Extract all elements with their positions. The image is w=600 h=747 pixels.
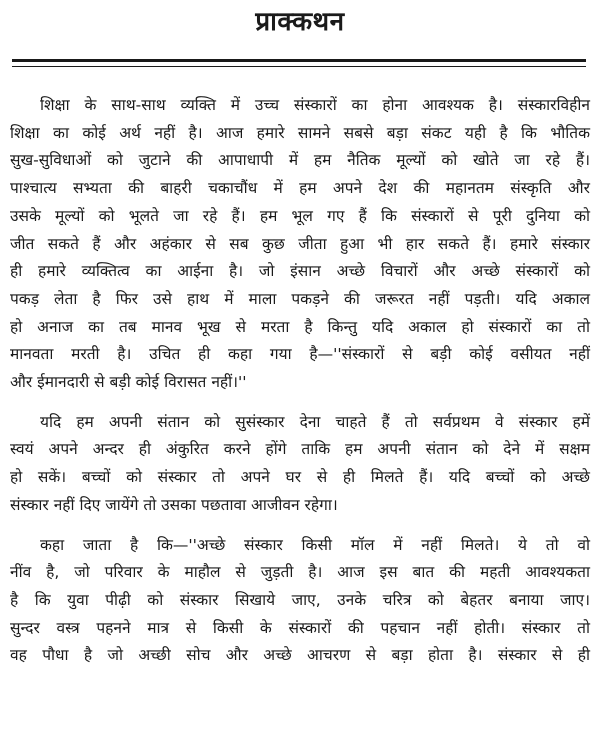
text-line: और ईमानदारी से बड़ी कोई विरासत नहीं।'' bbox=[10, 373, 247, 392]
title-rule-thick bbox=[12, 59, 586, 62]
text-line: शिक्षा का कोई अर्थ नहीं है। आज हमारे सामने सबसे बड़ा संकट यही है कि भौतिक bbox=[10, 123, 590, 142]
text-line: यदि हम अपनी संतान को सुसंस्कार देना चाहते हैं तो सर्वप्रथम वे संस्कार हमें bbox=[40, 412, 590, 431]
paragraph-1 bbox=[10, 92, 590, 397]
text-line: है कि युवा पीढ़ी को संस्कार सिखाये जाए, उनके चरित्र को बेहतर बनाया जाए। bbox=[10, 590, 590, 609]
text-line: शिक्षा के साथ-साथ व्यक्ति में उच्च संस्कारों का होना आवश्यक है। संस्कारविहीन bbox=[40, 96, 590, 114]
text-line: जीत सकते हैं और अहंकार से सब कुछ जीता हुआ भी हार सकते हैं। हमारे संस्कार bbox=[10, 234, 590, 253]
text-line: हो सकें। बच्चों को संस्कार तो अपने घर से ही मिलते हैं। यदि बच्चों को अच्छे bbox=[10, 468, 590, 487]
paragraph-2 bbox=[10, 409, 590, 520]
body-text bbox=[10, 92, 590, 682]
text-line: ही हमारे व्यक्तित्व का आईना है। जो इंसान अच्छे विचारों और अच्छे संस्कारों को bbox=[10, 262, 590, 281]
text-line: कहा जाता है कि—''अच्छे संस्कार किसी मॉल में नहीं मिलते। ये तो वो bbox=[40, 535, 590, 554]
text-line: वह पौधा है जो अच्छी सोच और अच्छे आचरण से बड़ा होता है। संस्कार से ही bbox=[10, 646, 590, 665]
text-line: स्वयं अपने अन्दर ही अंकुरित करने होंगे ताकि हम अपनी संतान को देने में सक्षम bbox=[10, 440, 590, 459]
text-line: पकड़ लेता है फिर उसे हाथ में माला पकड़ने की जरूरत नहीं पड़ती। यदि अकाल bbox=[10, 289, 590, 308]
text-line: हो अनाज का तब मानव भूख से मरता है किन्तु यदि अकाल हो संस्कारों का तो bbox=[10, 317, 590, 336]
text-line: उसके मूल्यों को भूलते जा रहे हैं। हम भूल गए हैं कि संस्कारों से पूरी दुनिया को bbox=[10, 206, 590, 225]
text-line: पाश्चात्य सभ्यता की बाहरी चकाचौंध में हम अपने देश की महानतम संस्कृति और bbox=[10, 179, 590, 198]
paragraph-3 bbox=[10, 532, 590, 671]
title-rule-thin bbox=[12, 66, 586, 67]
text-line: सुख-सुविधाओं को जुटाने की आपाधापी में हम नैतिक मूल्यों को खोते जा रहे हैं। bbox=[10, 151, 590, 170]
text-line: संस्कार नहीं दिए जायेंगे तो उसका पछतावा आजीवन रहेगा। bbox=[10, 495, 338, 514]
text-line: नींव है, जो परिवार के माहौल से जुड़ती है। आज इस बात की महती आवश्यकता bbox=[10, 563, 590, 582]
text-line: सुन्दर वस्त्र पहनने मात्र से किसी के संस्कारों की पहचान नहीं होती। संस्कार तो bbox=[10, 618, 590, 637]
page-title: प्राक्कथन bbox=[255, 7, 345, 37]
text-line: मानवता मरती है। उचित ही कहा गया है—''संस्कारों से बड़ी कोई वसीयत नहीं bbox=[10, 345, 590, 364]
